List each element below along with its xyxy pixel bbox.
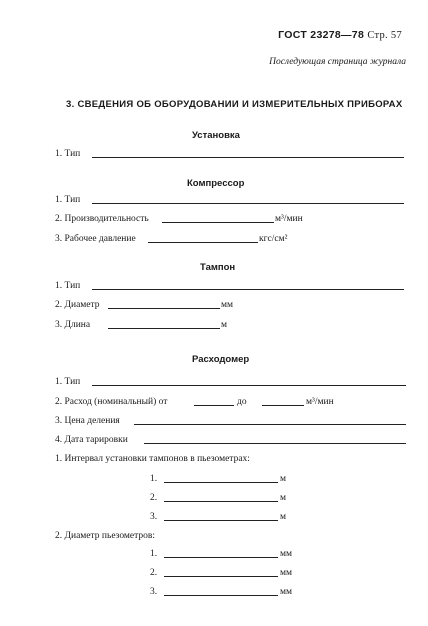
installation-title: Установка	[192, 130, 240, 141]
tampon-diameter-field[interactable]	[108, 308, 220, 309]
tampon-diameter-label: 2. Диаметр	[55, 300, 100, 310]
tampon-title: Тампон	[200, 262, 236, 273]
pressure-unit: кгс/см²	[259, 234, 288, 244]
interval-row-field[interactable]	[164, 482, 278, 483]
interval-row-num: 1.	[150, 474, 158, 484]
piezometer-row-num: 1.	[150, 549, 158, 559]
compressor-capacity-field[interactable]	[162, 222, 274, 223]
tampon-type-field[interactable]	[92, 289, 404, 290]
compressor-type-label: 1. Тип	[55, 195, 81, 205]
tampon-length-field[interactable]	[108, 328, 220, 329]
page-header	[278, 29, 402, 41]
journal-subheader: Последующая страница журнала	[269, 57, 406, 67]
piezometer-row-num: 3.	[150, 587, 158, 597]
flowmeter-type-field[interactable]	[92, 385, 406, 386]
compressor-capacity-label: 2. Производительность	[55, 214, 149, 224]
piezometer-row-unit: мм	[280, 549, 293, 559]
piezometer-row-field[interactable]	[164, 576, 278, 577]
flow-from-field[interactable]	[194, 405, 234, 406]
installation-type-label: 1. Тип	[55, 149, 81, 159]
piezometer-row-field[interactable]	[164, 595, 278, 596]
piezometer-row-field[interactable]	[164, 557, 278, 558]
gost-number: ГОСТ 23278—78	[278, 29, 365, 41]
interval-row-num: 3.	[150, 512, 158, 522]
flowmeter-title: Расходомер	[192, 354, 250, 365]
flowmeter-division-field[interactable]	[134, 424, 406, 425]
piezometer-row-unit: мм	[280, 568, 293, 578]
tampon-type-label: 1. Тип	[55, 281, 81, 291]
compressor-pressure-field[interactable]	[148, 242, 258, 243]
tampon-length-label: 3. Длина	[55, 320, 91, 330]
piezometer-row-unit: мм	[280, 587, 293, 597]
interval-row-unit: м	[280, 493, 287, 503]
section-title: 3. СВЕДЕНИЯ ОБ ОБОРУДОВАНИИ И ИЗМЕРИТЕЛЬНЫХ ПРИБОРАХ	[66, 99, 403, 110]
piezometer-label: 2. Диаметр пьезометров:	[55, 531, 156, 541]
diameter-unit: мм	[221, 300, 234, 310]
interval-row-unit: м	[280, 474, 287, 484]
length-unit: м	[221, 320, 228, 330]
interval-row-num: 2.	[150, 493, 158, 503]
interval-label: 1. Интервал установки тампонов в пьезометрах:	[55, 454, 250, 464]
capacity-unit: м³/мин	[275, 214, 303, 224]
flowmeter-division-label: 3. Цена деления	[55, 416, 120, 426]
flow-to-field[interactable]	[262, 405, 304, 406]
piezometer-row-num: 2.	[150, 568, 158, 578]
interval-row-field[interactable]	[164, 501, 278, 502]
flow-unit: м³/мин	[306, 397, 334, 407]
flowmeter-flow-label: 2. Расход (номинальный) от	[55, 397, 168, 407]
compressor-title: Компрессор	[187, 178, 245, 189]
compressor-type-field[interactable]	[92, 203, 404, 204]
compressor-pressure-label: 3. Рабочее давление	[55, 234, 136, 244]
flowmeter-calibration-field[interactable]	[144, 443, 406, 444]
flow-to-label: до	[237, 397, 247, 407]
page-number: Стр. 57	[367, 30, 402, 41]
flowmeter-calibration-label: 4. Дата тарировки	[55, 435, 128, 445]
interval-row-field[interactable]	[164, 520, 278, 521]
flowmeter-type-label: 1. Тип	[55, 377, 81, 387]
interval-row-unit: м	[280, 512, 287, 522]
installation-type-field[interactable]	[92, 157, 404, 158]
